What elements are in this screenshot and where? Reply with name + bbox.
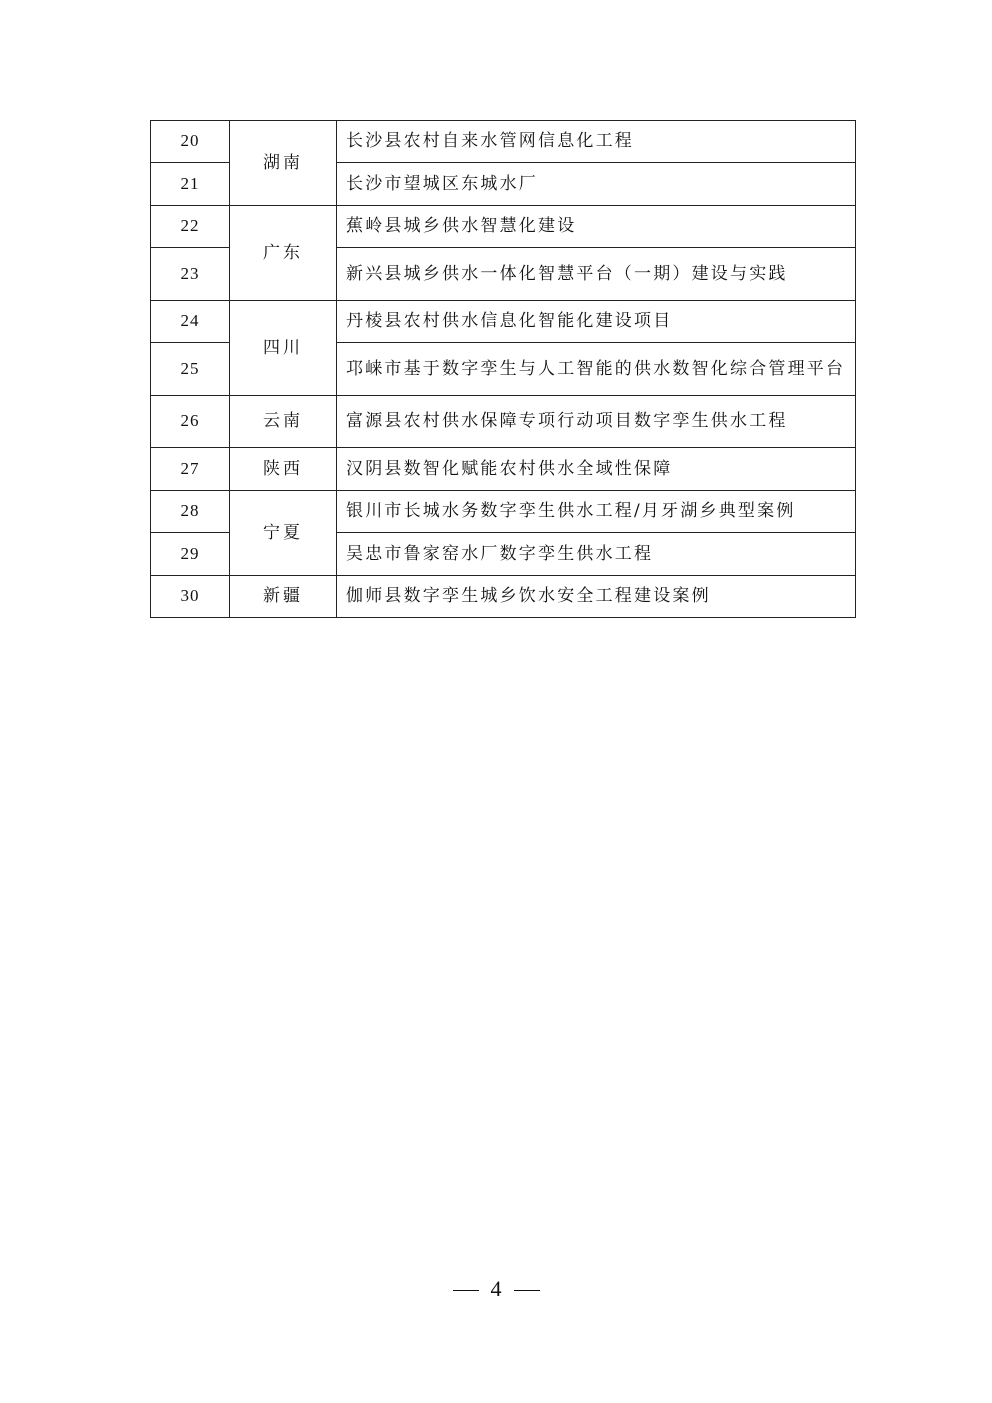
row-number: 21 (151, 163, 230, 206)
province-cell: 云南 (230, 396, 337, 448)
table-row (151, 396, 856, 448)
project-name: 蕉岭县城乡供水智慧化建设 (337, 206, 856, 248)
table-row (151, 448, 856, 491)
project-name: 邛崃市基于数字孪生与人工智能的供水数智化综合管理平台 (337, 343, 856, 396)
project-name: 银川市长城水务数字孪生供水工程/月牙湖乡典型案例 (337, 491, 856, 533)
row-number: 23 (151, 248, 230, 301)
province-cell: 宁夏 (230, 491, 337, 576)
footer-dash-left (453, 1290, 479, 1291)
table-row (151, 206, 856, 248)
footer-dash-right (514, 1290, 540, 1291)
row-number: 25 (151, 343, 230, 396)
province-cell: 广东 (230, 206, 337, 301)
project-name: 伽师县数字孪生城乡饮水安全工程建设案例 (337, 576, 856, 618)
project-name: 丹棱县农村供水信息化智能化建设项目 (337, 301, 856, 343)
row-number: 30 (151, 576, 230, 618)
row-number: 20 (151, 121, 230, 163)
project-name: 汉阴县数智化赋能农村供水全域性保障 (337, 448, 856, 491)
row-number: 24 (151, 301, 230, 343)
row-number: 27 (151, 448, 230, 491)
project-name: 吴忠市鲁家窑水厂数字孪生供水工程 (337, 533, 856, 576)
row-number: 28 (151, 491, 230, 533)
table-row (151, 576, 856, 618)
page-number: 4 (490, 1276, 502, 1301)
row-number: 26 (151, 396, 230, 448)
province-cell: 湖南 (230, 121, 337, 206)
project-name: 富源县农村供水保障专项行动项目数字孪生供水工程 (337, 396, 856, 448)
province-cell: 陕西 (230, 448, 337, 491)
table-row (151, 491, 856, 533)
table-row (151, 121, 856, 163)
province-cell: 四川 (230, 301, 337, 396)
row-number: 29 (151, 533, 230, 576)
project-name: 长沙县农村自来水管网信息化工程 (337, 121, 856, 163)
row-number: 22 (151, 206, 230, 248)
project-list-table (150, 120, 856, 618)
page-footer (0, 1276, 992, 1302)
project-name: 长沙市望城区东城水厂 (337, 163, 856, 206)
table-row (151, 301, 856, 343)
province-cell: 新疆 (230, 576, 337, 618)
project-name: 新兴县城乡供水一体化智慧平台（一期）建设与实践 (337, 248, 856, 301)
